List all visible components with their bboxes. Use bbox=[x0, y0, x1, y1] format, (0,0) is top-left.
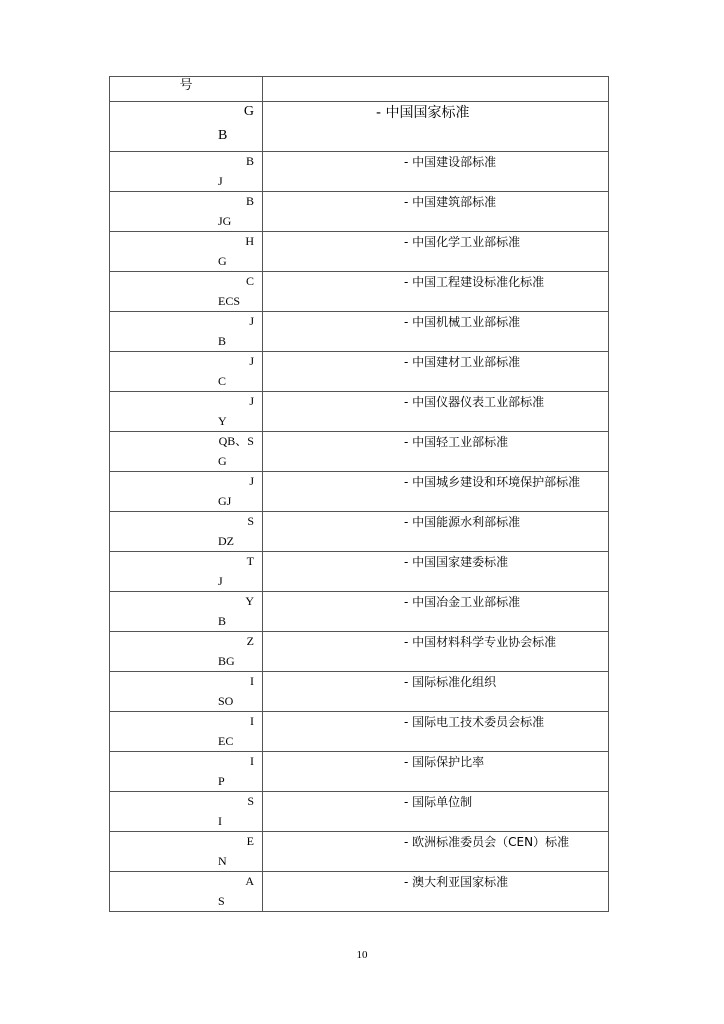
standard-code-line-1: C bbox=[245, 274, 254, 288]
standard-desc-cell bbox=[263, 592, 609, 632]
standard-code-line-1: I bbox=[250, 714, 254, 728]
standard-code-cell bbox=[110, 232, 263, 272]
standard-desc-cell bbox=[263, 712, 609, 752]
standard-code-cell bbox=[110, 472, 263, 512]
standard-code-line-2: N bbox=[218, 854, 227, 868]
standard-code-line-1: S bbox=[247, 514, 254, 528]
standard-code-cell bbox=[110, 672, 263, 712]
table-row bbox=[110, 392, 609, 432]
standard-description: - 中国建设部标准 bbox=[404, 155, 497, 169]
standard-code-cell bbox=[110, 592, 263, 632]
standard-code-line-1: B bbox=[245, 194, 254, 208]
standard-code-cell bbox=[110, 152, 263, 192]
standard-description: - 中国材料科学专业协会标准 bbox=[404, 635, 557, 649]
table-row bbox=[110, 872, 609, 912]
standard-description: - 中国建筑部标准 bbox=[404, 195, 497, 209]
standard-code-line-2: JG bbox=[218, 214, 232, 228]
table-row bbox=[110, 102, 609, 152]
standard-desc-cell bbox=[263, 192, 609, 232]
standards-table bbox=[109, 76, 609, 912]
standard-code-cell bbox=[110, 432, 263, 472]
table-row bbox=[110, 512, 609, 552]
table-row bbox=[110, 592, 609, 632]
table-row bbox=[110, 152, 609, 192]
standard-description: - 中国国家标准 bbox=[376, 105, 470, 121]
standard-description: - 中国化学工业部标准 bbox=[404, 235, 521, 249]
standard-desc-cell bbox=[263, 512, 609, 552]
table-row bbox=[110, 552, 609, 592]
standard-code-line-2: B bbox=[218, 334, 227, 348]
table-row bbox=[110, 632, 609, 672]
standard-code-cell bbox=[110, 792, 263, 832]
standard-code-line-1: G bbox=[243, 104, 254, 119]
table-row bbox=[110, 472, 609, 512]
standard-code-cell bbox=[110, 872, 263, 912]
standard-code-line-2: C bbox=[218, 374, 227, 388]
table-header-row bbox=[110, 77, 609, 102]
standard-description: - 中国能源水利部标准 bbox=[404, 515, 521, 529]
standard-desc-cell bbox=[263, 272, 609, 312]
standard-description: - 中国轻工业部标准 bbox=[404, 435, 509, 449]
standard-description: - 中国机械工业部标准 bbox=[404, 315, 521, 329]
standard-code-line-1: E bbox=[246, 834, 254, 848]
standard-code-line-1: Y bbox=[245, 594, 254, 608]
standard-code-line-2: J bbox=[218, 174, 223, 188]
table-row bbox=[110, 672, 609, 712]
standard-desc-cell bbox=[263, 312, 609, 352]
standard-desc-cell bbox=[263, 432, 609, 472]
table-row bbox=[110, 192, 609, 232]
standard-desc-cell bbox=[263, 672, 609, 712]
standard-code-line-2: G bbox=[218, 254, 227, 268]
standard-code-line-1: J bbox=[249, 314, 254, 328]
table-row bbox=[110, 792, 609, 832]
standard-code-line-2: G bbox=[218, 454, 227, 468]
table-row bbox=[110, 752, 609, 792]
standard-desc-cell bbox=[263, 392, 609, 432]
standard-description: - 中国国家建委标准 bbox=[404, 555, 509, 569]
standard-code-line-1: I bbox=[250, 674, 254, 688]
standard-description: - 中国仪器仪表工业部标准 bbox=[404, 395, 545, 409]
standard-code-cell bbox=[110, 552, 263, 592]
table-row bbox=[110, 432, 609, 472]
standard-code-cell bbox=[110, 392, 263, 432]
standard-code-line-1: T bbox=[246, 554, 254, 568]
standard-code-line-1: J bbox=[249, 394, 254, 408]
standard-code-line-1: Z bbox=[246, 634, 254, 648]
standard-code-line-2: ECS bbox=[218, 294, 241, 308]
standard-description: - 中国冶金工业部标准 bbox=[404, 595, 521, 609]
standard-code-line-1: I bbox=[250, 754, 254, 768]
standard-code-line-2: I bbox=[218, 814, 222, 828]
table-row bbox=[110, 832, 609, 872]
standard-code-line-2: Y bbox=[218, 414, 227, 428]
standard-code-line-2: S bbox=[218, 894, 225, 908]
standard-code-cell bbox=[110, 312, 263, 352]
standard-desc-cell bbox=[263, 552, 609, 592]
standard-code-line-1: A bbox=[245, 874, 254, 888]
standard-code-line-1: QB、S bbox=[218, 434, 254, 448]
standard-description: - 中国工程建设标准化标准 bbox=[404, 275, 545, 289]
standard-code-line-2: SO bbox=[218, 694, 234, 708]
standard-description: - 欧洲标准委员会（CEN）标准 bbox=[404, 835, 570, 849]
standard-code-line-2: GJ bbox=[218, 494, 232, 508]
standard-description: - 国际保护比率 bbox=[404, 755, 485, 769]
standard-desc-cell bbox=[263, 352, 609, 392]
standard-description: - 国际标准化组织 bbox=[404, 675, 497, 689]
standard-code-line-1: S bbox=[247, 794, 254, 808]
table-row bbox=[110, 352, 609, 392]
standard-code-cell bbox=[110, 272, 263, 312]
standard-code-cell bbox=[110, 752, 263, 792]
standard-code-line-2: B bbox=[218, 128, 228, 143]
standard-code-cell bbox=[110, 512, 263, 552]
standard-desc-cell bbox=[263, 752, 609, 792]
standard-code-line-2: BG bbox=[218, 654, 235, 668]
standard-code-line-2: P bbox=[218, 774, 225, 788]
standard-code-line-1: J bbox=[249, 354, 254, 368]
standard-desc-cell bbox=[263, 872, 609, 912]
standard-code-line-2: EC bbox=[218, 734, 234, 748]
header-cell-code: 号 bbox=[110, 77, 263, 102]
standard-code-line-1: J bbox=[249, 474, 254, 488]
standard-desc-cell bbox=[263, 632, 609, 672]
table-body bbox=[110, 77, 609, 912]
table-row bbox=[110, 232, 609, 272]
standard-description: - 澳大利亚国家标准 bbox=[404, 875, 509, 889]
standard-code-line-2: B bbox=[218, 614, 227, 628]
standard-code-line-2: J bbox=[218, 574, 223, 588]
standard-desc-cell bbox=[263, 152, 609, 192]
standard-code-line-1: B bbox=[245, 154, 254, 168]
standard-description: - 中国建材工业部标准 bbox=[404, 355, 521, 369]
standard-description: - 国际单位制 bbox=[404, 795, 473, 809]
standard-description: - 国际电工技术委员会标准 bbox=[404, 715, 545, 729]
table-row bbox=[110, 712, 609, 752]
standard-code-cell bbox=[110, 712, 263, 752]
standard-code-line-1: H bbox=[245, 234, 254, 248]
standard-code-cell bbox=[110, 192, 263, 232]
standard-code-cell bbox=[110, 352, 263, 392]
standard-code-cell bbox=[110, 102, 263, 152]
table-row bbox=[110, 272, 609, 312]
standard-code-cell bbox=[110, 832, 263, 872]
standard-code-line-2: DZ bbox=[218, 534, 234, 548]
standard-desc-cell bbox=[263, 832, 609, 872]
page-number: 10 bbox=[356, 949, 368, 961]
table-row bbox=[110, 312, 609, 352]
standard-desc-cell bbox=[263, 792, 609, 832]
standard-desc-cell bbox=[263, 232, 609, 272]
header-cell-desc bbox=[263, 77, 609, 102]
standard-desc-cell bbox=[263, 102, 609, 152]
standard-code-cell bbox=[110, 632, 263, 672]
standard-description: - 中国城乡建设和环境保护部标准 bbox=[404, 475, 581, 489]
standard-desc-cell bbox=[263, 472, 609, 512]
